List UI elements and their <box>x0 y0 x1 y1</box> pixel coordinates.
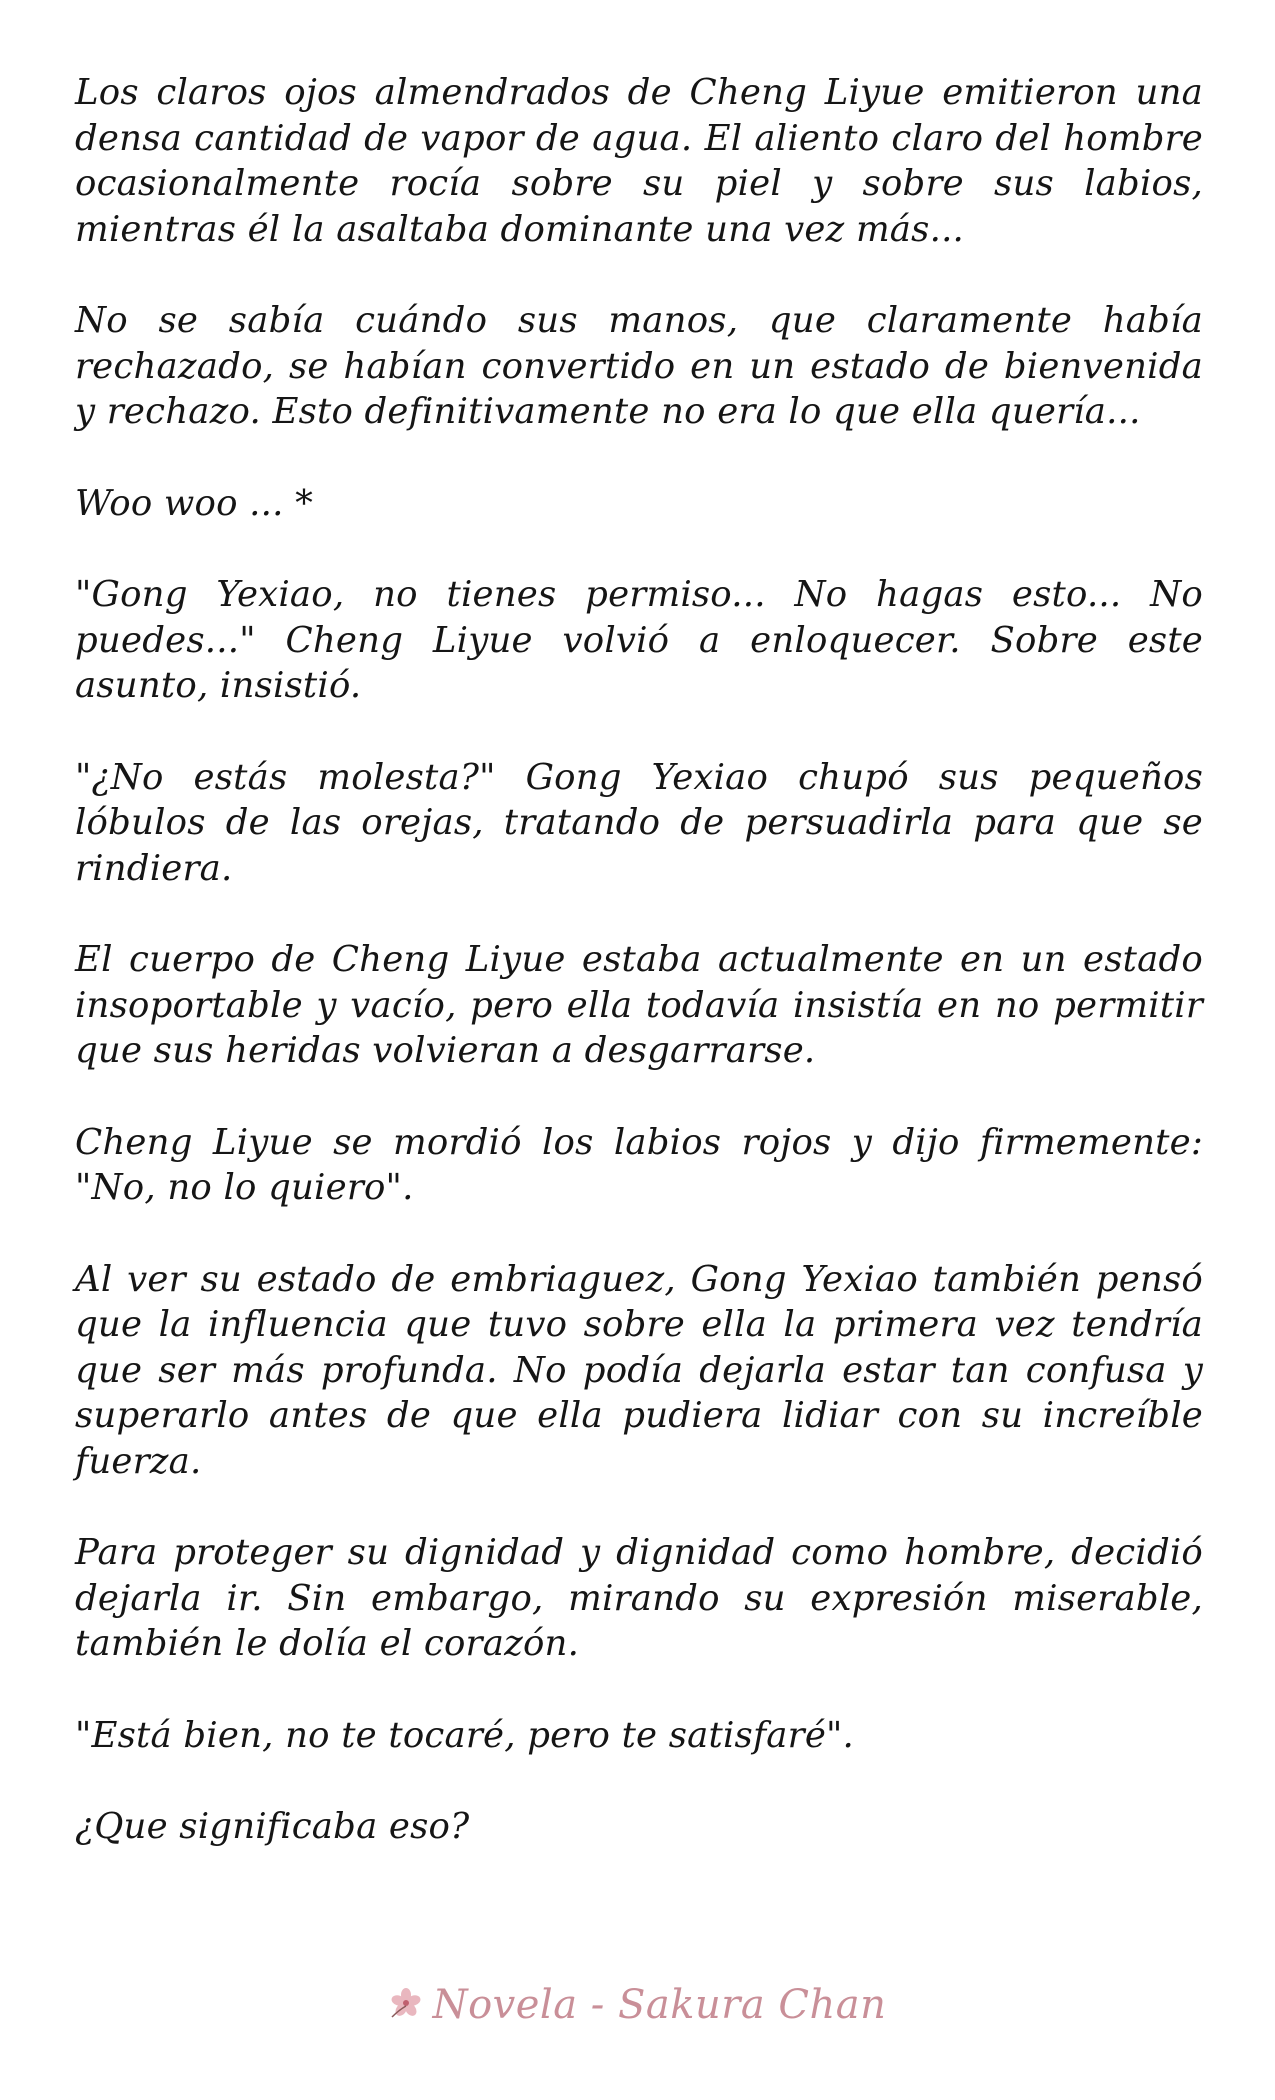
footer-watermark <box>0 1975 1275 2035</box>
chapter-text <box>75 70 1203 1896</box>
paragraph: El cuerpo de Cheng Liyue estaba actualmente en un estado insoportable y vacío, pero ella todavía insistía en no permitir que sus heridas volvieran a desgarrarse. <box>75 939 1203 1071</box>
paragraph: "Está bien, no te tocaré, pero te satisfaré". <box>75 1714 855 1756</box>
paragraph: Para proteger su dignidad y dignidad como hombre, decidió dejarla ir. Sin embargo, mirando su expresión miserable, también le dolía el corazón. <box>75 1532 1203 1664</box>
paragraph: Los claros ojos almendrados de Cheng Liyue emitieron una densa cantidad de vapor de agua. El aliento claro del hombre ocasionalmente rocía sobre su piel y sobre sus labios, mientras él la asaltaba dominante una vez más... <box>75 72 1203 250</box>
watermark-text: Novela - Sakura Chan <box>432 1982 887 2028</box>
paragraph: Woo woo ... * <box>75 482 314 524</box>
paragraph: Cheng Liyue se mordió los labios rojos y dijo firmemente: "No, no lo quiero". <box>75 1121 1203 1208</box>
sakura-flower-icon <box>389 1986 423 2025</box>
paragraph: No se sabía cuándo sus manos, que claramente había rechazado, se habían convertido en un estado de bienvenida y rechazo. Esto definitivamente no era lo que ella quería... <box>75 300 1203 432</box>
paragraph: "¿No estás molesta?" Gong Yexiao chupó sus pequeños lóbulos de las orejas, tratando de persuadirla para que se rindiera. <box>75 756 1203 889</box>
paragraph: ¿Que significaba eso? <box>75 1806 470 1847</box>
paragraph: Al ver su estado de embriaguez, Gong Yexiao también pensó que la influencia que tuvo sobre ella la primera vez tendría que ser más profunda. No podía dejarla estar tan confusa y superarlo antes de que ella pudiera lidiar con su increíble fuerza. <box>75 1258 1203 1482</box>
paragraph: "Gong Yexiao, no tienes permiso... No hagas esto... No puedes..." Cheng Liyue volvió a enloquecer. Sobre este asunto, insistió. <box>75 574 1203 706</box>
